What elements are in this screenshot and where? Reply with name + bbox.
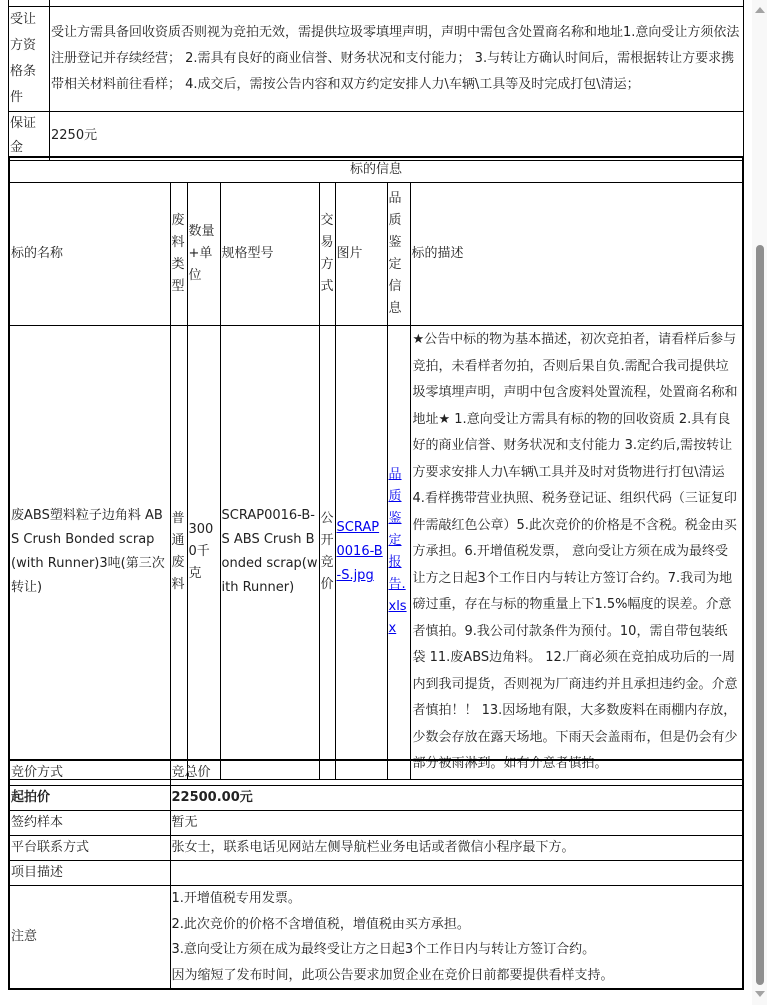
notes-value xyxy=(170,886,743,990)
start-price-label: 起拍价 xyxy=(11,790,51,805)
notes-row xyxy=(9,886,743,990)
qualification-value: 受让方需具备回收资质否则视为竞拍无效，需提供垃圾零填埋声明，声明中需包含处置商名称和地址1.意向受让方须依法注册登记并存续经营； 2.需具有良好的商业信誉、财务状况和支付能力； 3.与转让方确认时间后，需根据转让方要求携带相关材料前往看样； 4.成交后，需按公告内容和双方约定安排人力\车辆\工具等及时完成打包\清运； xyxy=(50,7,744,112)
bidding-info-table xyxy=(8,759,744,990)
deposit-label: 保证金 xyxy=(9,112,50,161)
item-image-cell xyxy=(335,326,387,780)
bid-method-row xyxy=(9,760,743,786)
note-line: 2.此次竞价的价格不含增值税，增值税由买方承担。 xyxy=(171,916,470,932)
col-header-description: 标的描述 xyxy=(410,183,743,326)
project-desc-label: 项目描述 xyxy=(9,861,170,886)
scroll-up-arrow-icon[interactable] xyxy=(755,7,765,13)
note-line: 1.开增值税专用发票。 xyxy=(171,891,301,906)
col-header-quantity-unit: 数量+单位 xyxy=(187,183,220,326)
bid-method-label: 竞价方式 xyxy=(9,760,170,786)
start-price-value: 22500.00元 xyxy=(171,790,253,805)
deposit-row xyxy=(9,112,744,161)
deposit-value: 2250元 xyxy=(50,112,744,161)
qualification-label: 受让方资格条件 xyxy=(9,7,50,112)
contact-label: 平台联系方式 xyxy=(9,836,170,861)
item-quality-report-cell xyxy=(387,326,410,780)
item-info-table xyxy=(8,156,744,780)
vertical-scrollbar[interactable] xyxy=(752,0,767,1005)
qualification-row xyxy=(9,7,744,112)
item-description: ★公告中标的物为基本描述，初次竞拍者，请看样后参与竞拍，未看样者勿拍，否则后果自负.需配合我司提供垃圾零填埋声明，声明中包含废料处置流程，处置商名称和地址★ 1.意向受让方需具有标的物的回收资质 2.具有良好的商业信誉、财务状况和支付能力 3.定约后,需按转让方要求安排人力\车辆\工具并及时对货物进行打包\清运 4.看样携带营业执照、税务登记证、组织代码（三证复印件需敲红色公章）5.此次竞价的价格是不含税。税金由买方承担。6.开增值税发票， 意向受让方须在成为最终受让方之日起3个工作日内与转让方签订合约。7.我司为地磅过重，存在与标的物重量上下1.5%幅度的误差。介意者慎拍。9.我公司付款条件为预付。10，需自带包装纸袋 11.废ABS边角料。 12.厂商必须在竞拍成功后的一周内到我司提货，否则视为厂商违约并且承担违约金。介意者慎拍！！ 13.因场地有限，大多数废料在雨棚内存放，少数会存放在露天场地。下雨天会盖雨布，但是仍会有少部分被雨淋到。如有介意者慎拍。 xyxy=(410,326,743,780)
col-header-waste-type: 废料类型 xyxy=(170,183,187,326)
contract-sample-value: 暂无 xyxy=(170,811,743,836)
item-info-caption-row xyxy=(9,157,743,183)
table-row xyxy=(9,326,743,780)
item-info-header-row xyxy=(9,183,743,326)
col-header-quality-report: 品质鉴定信息 xyxy=(387,183,410,326)
scroll-down-arrow-icon[interactable] xyxy=(755,991,765,997)
item-quantity-unit: 3000千克 xyxy=(187,326,220,780)
col-header-spec: 规格型号 xyxy=(220,183,319,326)
start-price-row xyxy=(9,786,743,811)
project-desc-row xyxy=(9,861,743,886)
project-desc-value xyxy=(170,861,743,886)
col-header-name: 标的名称 xyxy=(9,183,170,326)
item-name: 废ABS塑料粒子边角料 ABS Crush Bonded scrap(with Runner)3吨(第三次转让) xyxy=(9,326,170,780)
col-header-image: 图片 xyxy=(335,183,387,326)
requirements-table xyxy=(8,0,744,161)
col-header-trade-method: 交易方式 xyxy=(319,183,335,326)
item-info-caption: 标的信息 xyxy=(9,157,743,183)
note-line: 因为缩短了发布时间，此项公告要求加贸企业在竞价日前都要提供看样支持。 xyxy=(171,967,614,983)
scrollbar-thumb[interactable] xyxy=(756,245,764,985)
contact-row xyxy=(9,836,743,861)
notes-label: 注意 xyxy=(9,886,170,990)
contract-sample-label: 签约样本 xyxy=(9,811,170,836)
bid-method-value: 竞总价 xyxy=(170,760,743,786)
item-image-link[interactable]: SCRAP0016-B-S.jpg xyxy=(336,520,383,584)
item-trade-method: 公开竞价 xyxy=(319,326,335,780)
quality-report-link[interactable]: 品质鉴定报告.xlsx xyxy=(388,467,407,637)
item-waste-type: 普通废料 xyxy=(170,326,187,780)
note-line: 3.意向受让方须在成为最终受让方之日起3个工作日内与转让方签订合约。 xyxy=(171,942,596,957)
item-spec: SCRAP0016-B-S ABS Crush Bonded scrap(with Runner) xyxy=(220,326,319,780)
contact-value: 张女士，联系电话见网站左侧导航栏业务电话或者微信小程序最下方。 xyxy=(170,836,743,861)
contract-sample-row xyxy=(9,811,743,836)
